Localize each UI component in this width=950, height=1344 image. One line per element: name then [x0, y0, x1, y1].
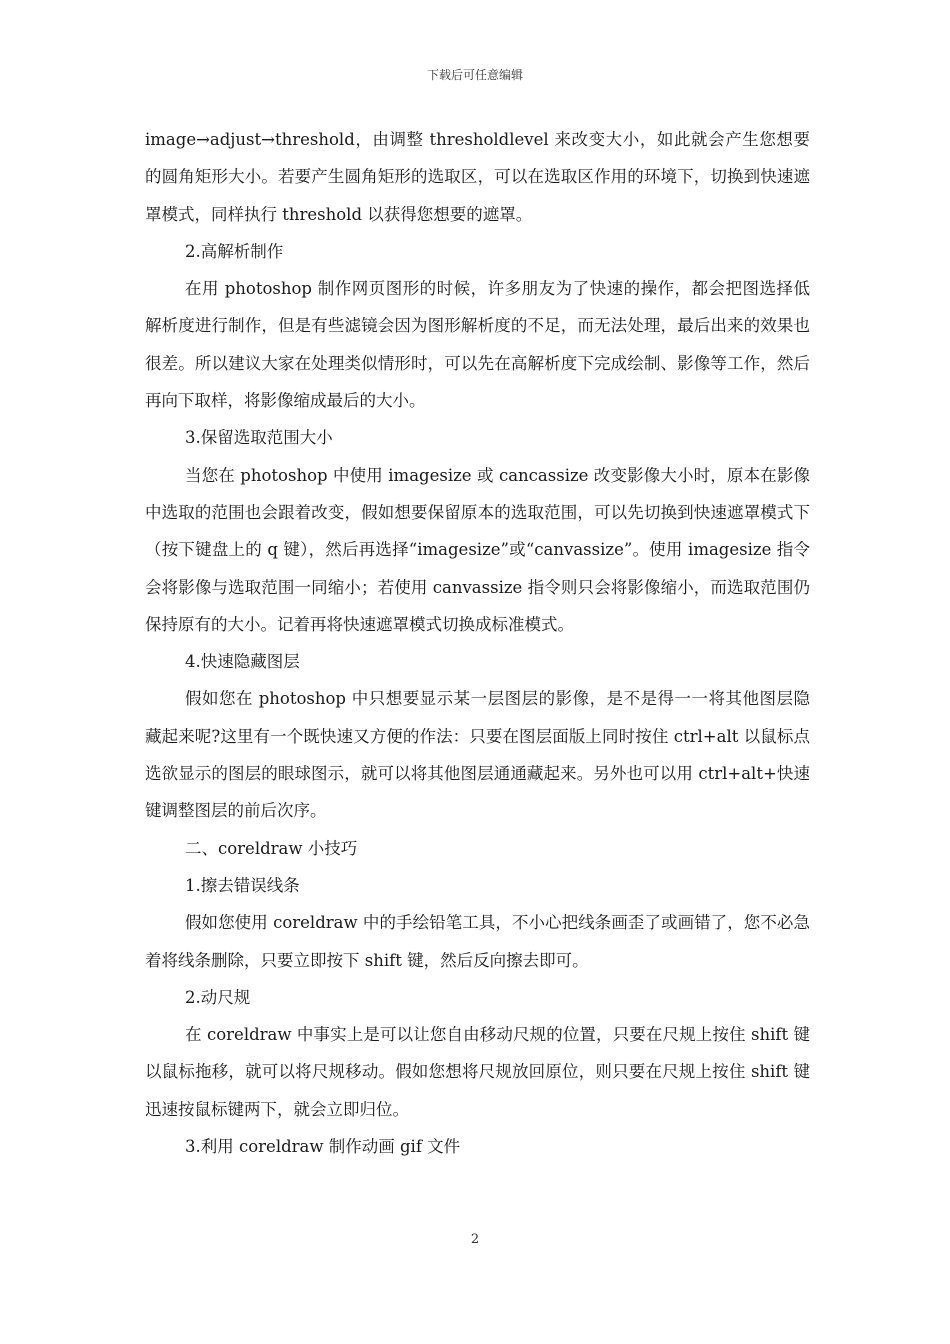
section-heading: 1.擦去错误线条 [185, 875, 300, 895]
document-body [145, 121, 810, 1165]
page-number: 2 [470, 1232, 480, 1247]
paragraph: 假如您在 photoshop 中只想要显示某一层图层的影像，是不是得一一将其他图层隐藏起来呢?这里有一个既快速又方便的作法：只要在图层面版上同时按住 ctrl+alt 以鼠标点选欲显示的图层的眼球图示，就可以将其他图层通通藏起来。另外也可以用 ctrl+alt+快速键调整图层的前后次序。 [145, 689, 810, 821]
section-heading: 3.保留选取范围大小 [185, 428, 333, 448]
paragraph: 当您在 photoshop 中使用 imagesize 或 cancassize 改变影像大小时，原本在影像中选取的范围也会跟着改变，假如想要保留原本的选取范围，可以先切换到快速遮罩模式下（按下键盘上的 q 键），然后再选择“imagesize”或“canvassize”。使用 imagesize 指令会将影像与选取范围一同缩小；若使用 canvassize 指令则只会将影像缩小，而选取范围仍保持原有的大小。记着再将快速遮罩模式切换成标准模式。 [145, 465, 810, 634]
section-heading: 2.高解析制作 [185, 241, 284, 261]
section-heading: 2.动尺规 [185, 987, 251, 1007]
paragraph: image→adjust→threshold，由调整 thresholdlevel 来改变大小，如此就会产生您想要的圆角矩形大小。若要产生圆角矩形的选取区，可以在选取区作用的环境下，切换到快速遮罩模式，同样执行 threshold 以获得您想要的遮罩。 [145, 130, 810, 224]
chapter-heading: 二、coreldraw 小技巧 [185, 838, 358, 858]
paragraph: 假如您使用 coreldraw 中的手绘铅笔工具，不小心把线条画歪了或画错了，您不必急着将线条删除，只要立即按下 shift 键，然后反向擦去即可。 [145, 913, 810, 970]
paragraph: 在 coreldraw 中事实上是可以让您自由移动尺规的位置，只要在尺规上按住 shift 键以鼠标拖移，就可以将尺规移动。假如您想将尺规放回原位，则只要在尺规上按住 shift 键迅速按鼠标键两下，就会立即归位。 [145, 1025, 810, 1119]
paragraph: 在用 photoshop 制作网页图形的时候，许多朋友为了快速的操作，都会把图选择低解析度进行制作，但是有些滤镜会因为图形解析度的不足，而无法处理，最后出来的效果也很差。所以建议大家在处理类似情形时，可以先在高解析度下完成绘制、影像等工作，然后再向下取样，将影像缩成最后的大小。 [145, 279, 810, 411]
section-heading: 4.快速隐藏图层 [185, 652, 300, 672]
section-heading: 3.利用 coreldraw 制作动画 gif 文件 [185, 1137, 461, 1157]
page-header: 下载后可任意编辑 [426, 68, 523, 82]
